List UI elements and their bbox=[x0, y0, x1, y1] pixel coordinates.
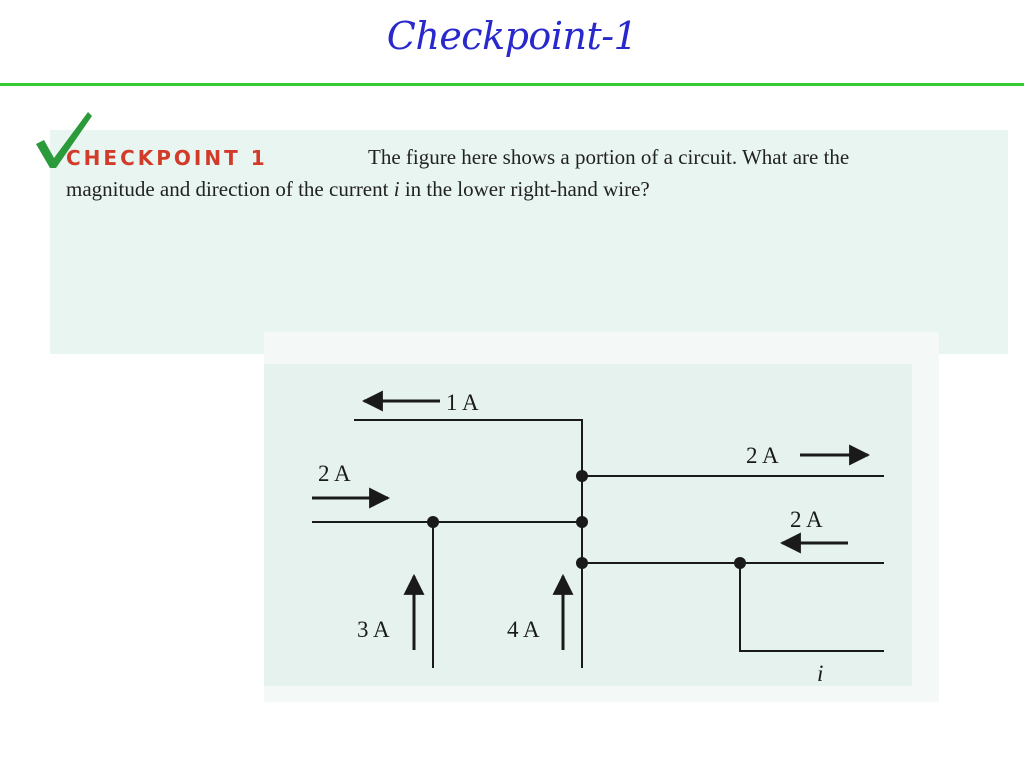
current-variable: i bbox=[393, 177, 400, 201]
label-top-left: 1 A bbox=[446, 390, 479, 415]
checkpoint-heading: CHECKPOINT 1 bbox=[66, 146, 268, 170]
question-line-1: The figure here shows a portion of a circuit. What are the bbox=[368, 145, 850, 169]
slide-title: Checkpoint-1 bbox=[386, 14, 638, 58]
label-unknown-current: i bbox=[817, 661, 824, 686]
label-vertical-right: 4 A bbox=[507, 617, 540, 642]
label-right-middle: 2 A bbox=[790, 507, 823, 532]
junction-dot bbox=[576, 557, 588, 569]
label-left-in: 2 A bbox=[318, 461, 351, 486]
question-text-end: in the lower right-hand wire? bbox=[399, 177, 650, 201]
question-text-start: magnitude and direction of the current bbox=[66, 177, 394, 201]
wire-lower-right bbox=[740, 563, 884, 651]
junction-dot bbox=[734, 557, 746, 569]
junction-dot bbox=[576, 516, 588, 528]
junction-dot bbox=[427, 516, 439, 528]
junction-dot bbox=[576, 470, 588, 482]
label-right-upper: 2 A bbox=[746, 443, 779, 468]
label-vertical-left: 3 A bbox=[357, 617, 390, 642]
